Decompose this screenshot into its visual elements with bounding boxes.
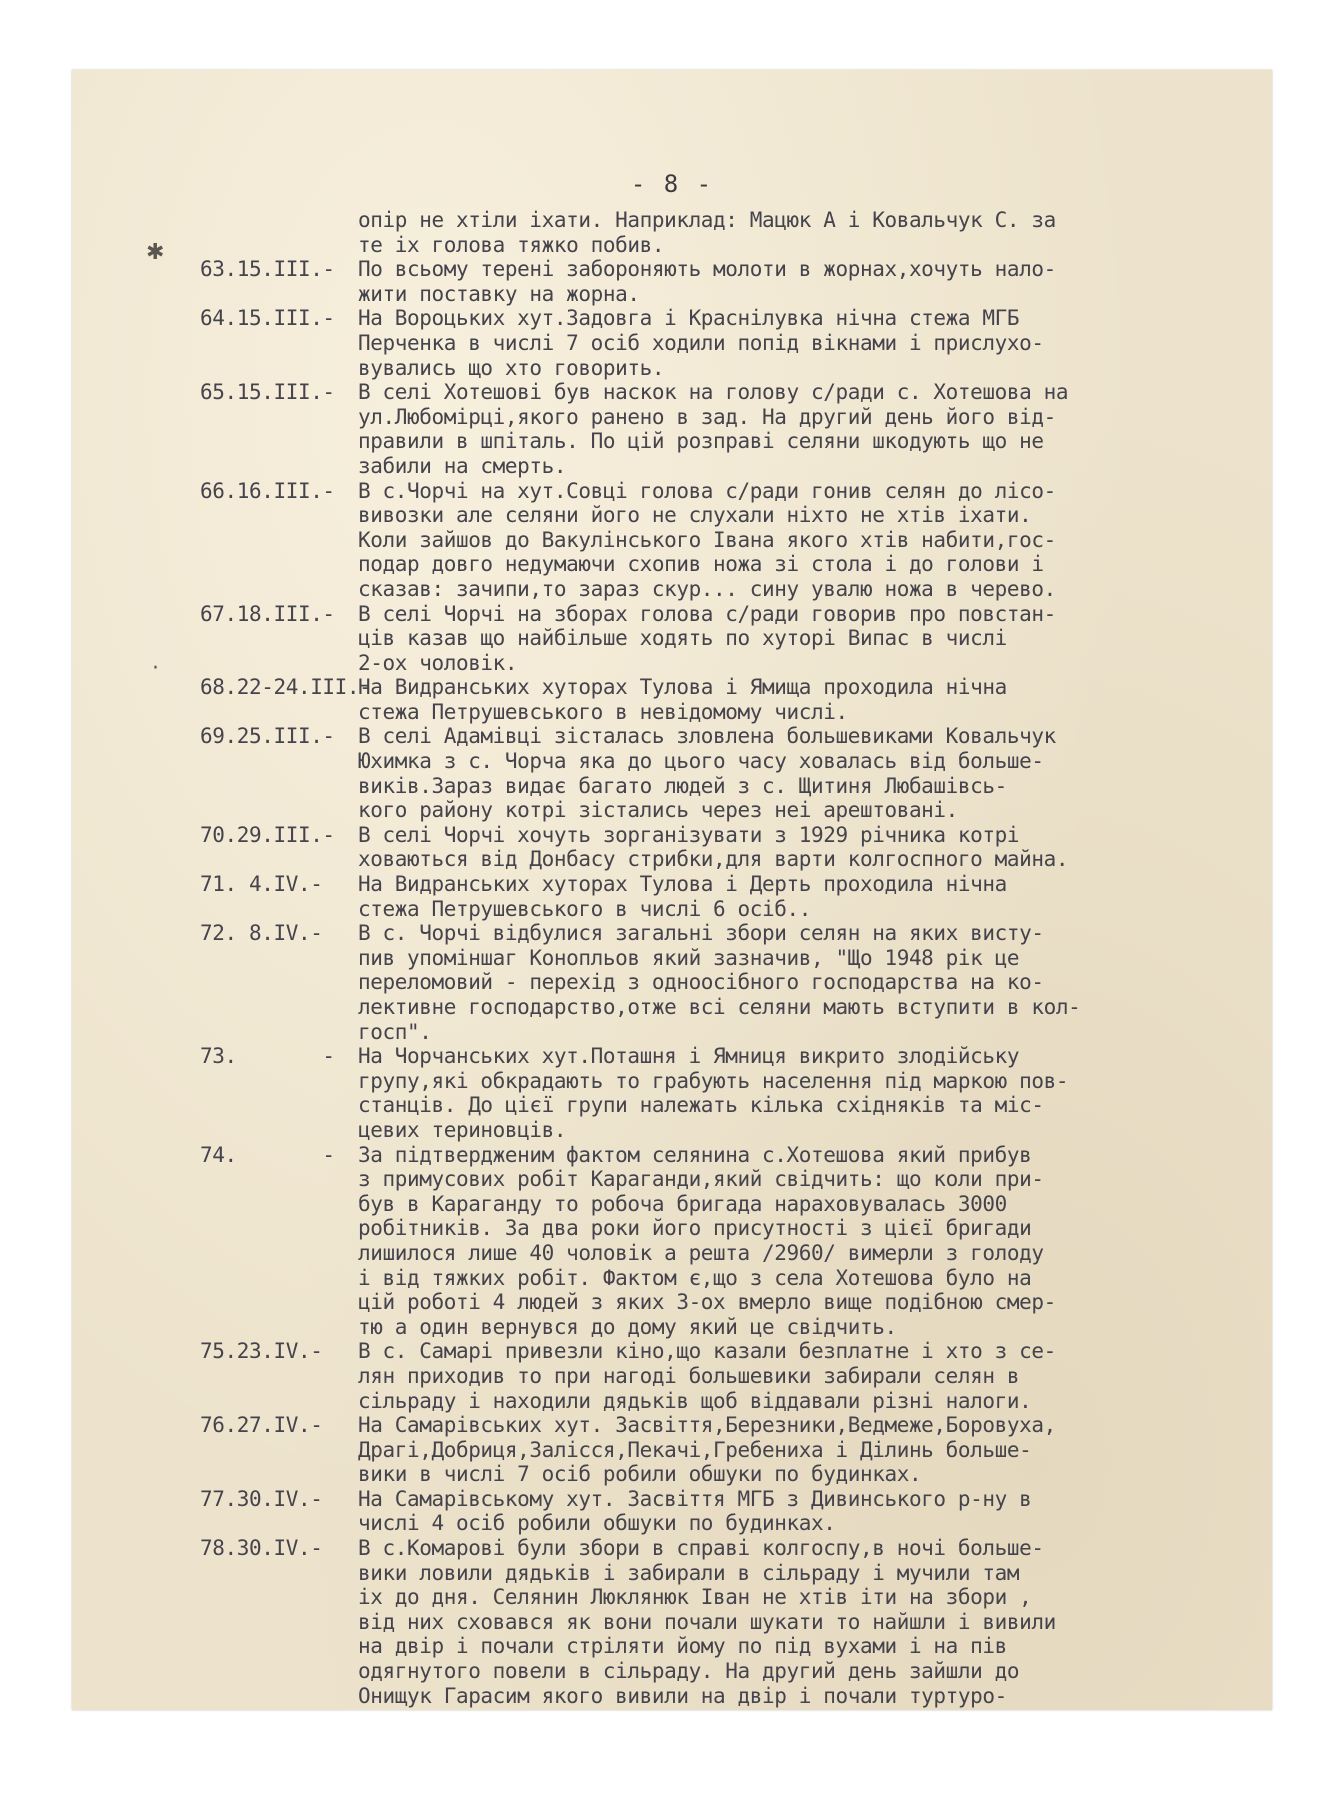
page-number: - 8 - — [630, 170, 714, 198]
report-entry — [72, 872, 1272, 921]
report-entry — [72, 1044, 1272, 1142]
intro-paragraph — [72, 208, 1272, 257]
entry-text: В селі Чорчі хочуть зорганізувати з 1929 річника котрі ховаються від Донбасу стрибки,для варти колгоспного майна. — [358, 822, 1069, 872]
entry-number: 76.27.IV.- — [200, 1413, 323, 1438]
entry-number: 65.15.III.- — [200, 380, 335, 405]
entry-number: 77.30.IV.- — [200, 1486, 323, 1511]
entry-text: опір не хтіли іхати. Наприклад: Мацюк А і Ковальчук С. за те іх голова тяжко побив. — [358, 208, 1056, 257]
entry-text: В с. Чорчі відбулися загальні збори селян на яких висту- пив упоміншаг Конопльов який зазначив, "Що 1948 рік це переломовий - перехід з одноосібного господарства на ко- лективне господарство,отже всі селяни мають вступити в кол- госп". — [358, 921, 1081, 1044]
entry-number: 68.22-24.III.- — [200, 675, 372, 700]
entry-text: На Самарівському хут. Засвіття МГБ з Дивинського р-ну в числі 4 осіб робили обшуки по будинках. — [358, 1486, 1032, 1536]
entry-text: На Самарівських хут. Засвіття,Березники,Ведмеже,Боровуха, Драгі,Добриця,Залісся,Пекачі,Гребениха і Ділинь больше- вики в числі 7 осіб робили обшуки по будинках. — [358, 1413, 1056, 1487]
entry-text: На Вороцьких хут.Задовга і Краснілувка нічна стежа МГБ Перченка в числі 7 осіб ходили попід вікнами і прислухо- вувались що хто говорить. — [358, 306, 1044, 380]
report-entry — [72, 1487, 1272, 1536]
entry-number: 63.15.III.- — [200, 257, 335, 282]
entry-text: В селі Хотешові був наскок на голову с/ради с. Хотешова на ул.Любомірці,якого ранено в зад. На другий день його від- правили в шпіталь. По цій розправі селяни шкодують що не забили на смерть. — [358, 380, 1069, 478]
entry-text: В с.Комарові були збори в справі колгоспу,в ночі больше- вики ловили дядьків і забирали в сільраду і мучили там іх до дня. Селянин Люклянюк Іван не хтів іти на збори , від них сховався як вони почали шукати то найшли і вивили на двір і почали стріляти йому по під вухами і на пів одягнутого повели в сільраду. На другий день зайшли до Онищук Гарасим якого вивили на двір і почали туртуро- — [358, 1536, 1056, 1708]
entry-number: 78.30.IV.- — [200, 1536, 323, 1561]
entry-text: За підтвердженим фактом селянина с.Хотешова який прибув з примусових робіт Караганди,який свідчить: що коли при- був в Караганду то робоча бригада нараховувалась 3000 робітників. За два роки його присутності з цієї бригади лишилося лише 40 чоловік а решта /2960/ вимерли з голоду і від тяжких робіт. Фактом є,що з села Хотешова було на цій роботі 4 людей з яких 3-ох вмерло вище подібною смер- тю а один вернувся до дому який це свідчить. — [358, 1142, 1056, 1339]
entry-text: В с.Чорчі на хут.Совці голова с/ради гонив селян до лісо- вивозки але селяни його не слухали ніхто не хтів іхати. Коли зайшов до Вакулінського Івана якого хтів набити,гос- подар довго недумаючи схопив ножа зі стола і до голови і сказав: зачипи,то зараз скур... сину увалю ножа в черево. — [358, 478, 1056, 601]
entry-number: 73. - — [200, 1044, 335, 1069]
document-page — [72, 70, 1272, 1710]
report-entry — [72, 1536, 1272, 1708]
ink-dot: · — [152, 656, 159, 681]
typed-text — [72, 208, 1272, 1708]
report-entry — [72, 306, 1272, 380]
entry-text: На Чорчанських хут.Поташня і Ямниця викрито злодійську групу,які обкрадають то грабують населення під маркою пов- станців. До цієї групи належать кілька східняків та міс- цевих териновців. — [358, 1044, 1069, 1142]
entry-text: На Видранських хуторах Тулова і Дерть проходила нічна стежа Петрушевського в числі 6 осіб.. — [358, 872, 1007, 921]
entry-list — [72, 257, 1272, 1708]
report-entry — [72, 823, 1272, 872]
entry-number: 67.18.III.- — [200, 601, 335, 626]
entry-number: 70.29.III.- — [200, 822, 335, 847]
entry-text: В селі Адамівці зісталась зловлена большевиками Ковальчук Юхимка з с. Чорча яка до цього часу ховалась від больше- виків.Зараз видає багато людей з с. Щитиня Любашівсь- кого району котрі зістались через неі арештовані. — [358, 724, 1056, 823]
report-entry — [72, 724, 1272, 822]
entry-number: 72. 8.IV.- — [200, 921, 323, 946]
report-entry — [72, 602, 1272, 676]
entry-number: 69.25.III.- — [200, 724, 335, 749]
report-entry — [72, 675, 1272, 724]
report-entry — [72, 1413, 1272, 1487]
entry-number: 64.15.III.- — [200, 306, 335, 331]
entry-text: В с. Самарі привезли кіно,що казали безплатне і хто з се- лян приходив то при нагоді большевики забирали селян в сільраду і находили дядьків щоб віддавали різні налоги. — [358, 1339, 1056, 1413]
entry-text: По всьому терені забороняють молоти в жорнах,хочуть нало- жити поставку на жорна. — [358, 257, 1056, 306]
report-entry — [72, 257, 1272, 306]
report-entry — [72, 1339, 1272, 1413]
report-entry — [72, 1143, 1272, 1340]
entry-number: 75.23.IV.- — [200, 1339, 323, 1364]
entry-text: На Видранських хуторах Тулова і Ямища проходила нічна стежа Петрушевського в невідомому числі. — [358, 675, 1007, 724]
entry-number: 66.16.III.- — [200, 478, 335, 503]
entry-number: 74. - — [200, 1142, 335, 1167]
report-entry — [72, 479, 1272, 602]
report-entry — [72, 921, 1272, 1044]
ink-mark: ✱ — [146, 240, 165, 265]
entry-number: 71. 4.IV.- — [200, 872, 323, 897]
entry-text: В селі Чорчі на зборах голова с/ради говорив про повстан- ців казав що найбільше ходять по хуторі Випас в числі 2-ох чоловік. — [358, 601, 1056, 675]
report-entry — [72, 380, 1272, 478]
